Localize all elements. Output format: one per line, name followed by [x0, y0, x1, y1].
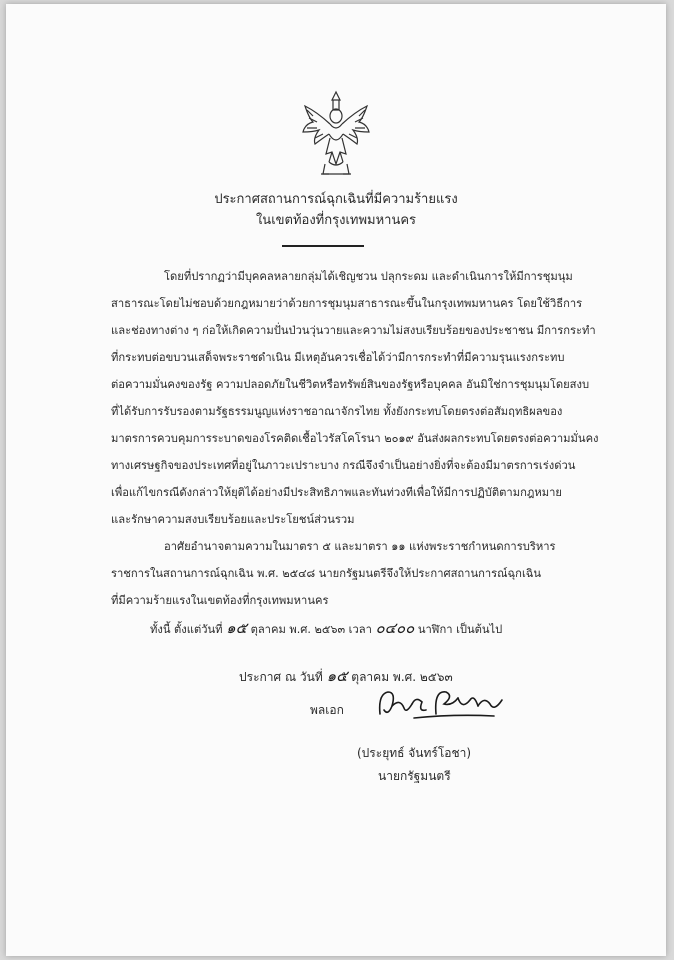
announcement-title: ประกาศสถานการณ์ฉุกเฉินที่มีความร้ายแรง [214, 192, 458, 207]
body-line-3: และช่องทางต่าง ๆ ก่อให้เกิดความปั่นป่วนวุ่นวายและความไม่สงบเรียบร้อยของประชาชน มีการกระทำ [111, 324, 596, 337]
body-line-13: ที่มีความร้ายแรงในเขตท้องที่กรุงเทพมหานคร [111, 594, 329, 607]
body-line-2: สาธารณะโดยไม่ชอบด้วยกฎหมายว่าด้วยการชุมนุมสาธารณะขึ้นในกรุงเทพมหานคร โดยใช้วิธีการ [111, 297, 583, 310]
body-line-10: และรักษาความสงบเรียบร้อยและประโยชน์ส่วนรวม [111, 513, 355, 526]
effective-time-handwritten: ๐๔๐๐ [375, 619, 415, 637]
body-line-7: มาตรการควบคุมการระบาดของโรคติดเชื้อไวรัสโคโรนา ๒๐๑๙ อันส่งผลกระทบโดยตรงต่อความมั่นคง [111, 432, 599, 445]
signer-title: นายกรัฐมนตรี [378, 769, 451, 783]
effective-suffix: นาฬิกา เป็นต้นไป [417, 623, 503, 636]
body-line-4: ที่กระทบต่อขบวนเสด็จพระราชดำเนิน มีเหตุอันควรเชื่อได้ว่ามีการกระทำที่มีความรุนแรงกระทบ [111, 351, 565, 364]
body-line-1: โดยที่ปรากฏว่ามีบุคคลหลายกลุ่มได้เชิญชวน ปลุกระดม และดำเนินการให้มีการชุมนุม [164, 270, 573, 283]
body-line-12: ราชการในสถานการณ์ฉุกเฉิน พ.ศ. ๒๕๔๘ นายกรัฐมนตรีจึงให้ประกาศสถานการณ์ฉุกเฉิน [111, 567, 542, 580]
effective-date-line [150, 616, 502, 640]
body-line-8: ทางเศรษฐกิจของประเทศที่อยู่ในภาวะเปราะบาง กรณีจึงจำเป็นอย่างยิ่งที่จะต้องมีมาตรการเร่งด่วน [111, 459, 576, 472]
signer-name: (ประยุทธ์ จันทร์โอชา) [357, 746, 472, 760]
effective-day-handwritten: ๑๕ [226, 619, 247, 637]
body-line-11: อาศัยอำนาจตามความในมาตรา ๕ และมาตรา ๑๑ แห่งพระราชกำหนดการบริหาร [164, 540, 556, 553]
garuda-emblem-icon [299, 88, 373, 180]
document-page [6, 4, 666, 956]
title-divider [282, 245, 364, 247]
body-line-9: เพื่อแก้ไขกรณีดังกล่าวให้ยุติได้อย่างมีประสิทธิภาพและทันท่วงทีเพื่อให้มีการปฏิบัติตามกฎหมาย [111, 486, 562, 499]
effective-prefix: ทั้งนี้ ตั้งแต่วันที่ [150, 623, 223, 636]
announcement-subtitle: ในเขตท้องที่กรุงเทพมหานคร [255, 213, 417, 228]
announce-prefix: ประกาศ ณ วันที่ [239, 670, 323, 684]
body-line-5: ต่อความมั่นคงของรัฐ ความปลอดภัยในชีวิตหรือทรัพย์สินของรัฐหรือบุคคล อันมิใช่การชุมนุมโดยสงบ [111, 378, 590, 391]
signature-icon [374, 684, 514, 724]
signer-rank: พลเอก [310, 703, 344, 717]
announce-day-handwritten: ๑๕ [326, 667, 348, 685]
body-line-6: ที่ได้รับการรับรองตามรัฐธรรมนูญแห่งราชอาณาจักรไทย ทั้งยังกระทบโดยตรงต่อสัมฤทธิผลของ [111, 405, 563, 418]
announce-suffix: ตุลาคม พ.ศ. ๒๕๖๓ [351, 670, 453, 684]
effective-mid: ตุลาคม พ.ศ. ๒๕๖๓ เวลา [250, 623, 372, 636]
